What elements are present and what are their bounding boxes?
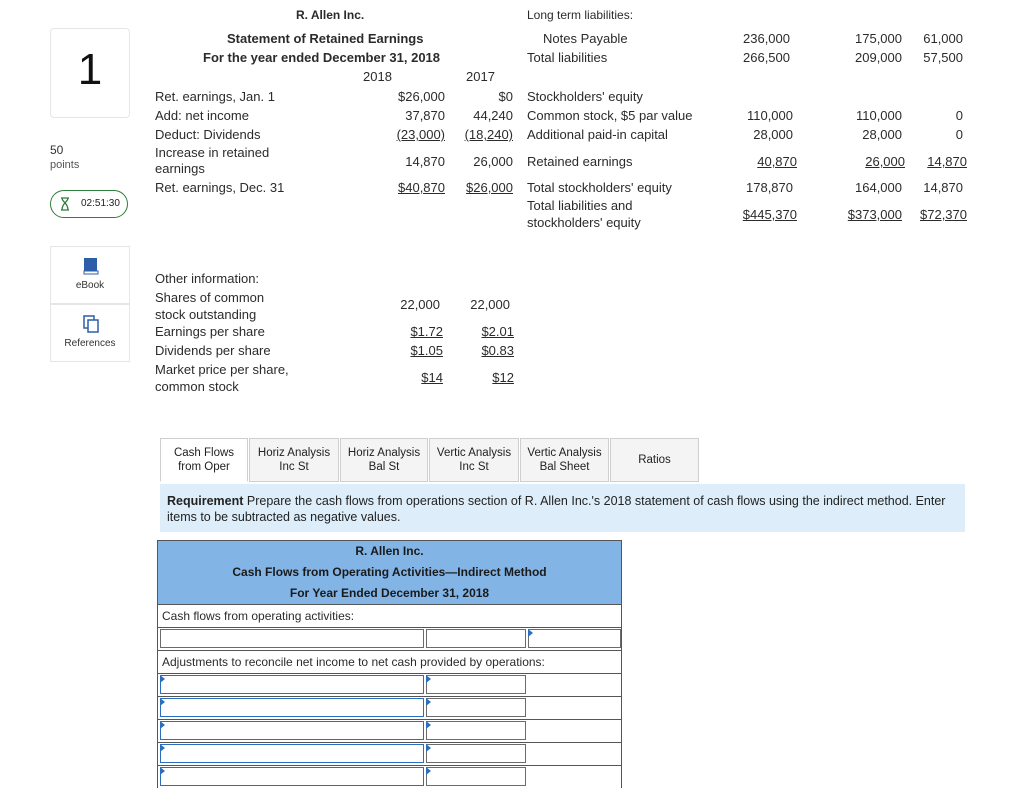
- re-value-2018: (23,000): [396, 127, 445, 142]
- input-row: [157, 673, 622, 696]
- bs-label: Common stock, $5 par value: [527, 108, 693, 123]
- re-col-2018: 2018: [363, 69, 392, 84]
- re-col-2017: 2017: [466, 69, 495, 84]
- other-value-2017: $12: [492, 370, 514, 385]
- bs-value-2018: 178,870: [746, 180, 793, 195]
- amount-input[interactable]: [426, 721, 526, 740]
- re-company: R. Allen Inc.: [296, 8, 365, 22]
- bs-value-2018: 266,500: [743, 50, 790, 65]
- re-value-2017: $0: [498, 89, 513, 104]
- section-label-row: [157, 650, 622, 673]
- bs-value-2017: 110,000: [855, 108, 902, 123]
- flag-icon: [528, 629, 533, 637]
- re-value-2018: $26,000: [398, 89, 445, 104]
- flag-icon: [426, 675, 431, 683]
- other-value-2018: $14: [421, 370, 443, 385]
- amount-input[interactable]: [426, 675, 526, 694]
- flag-icon: [160, 675, 165, 683]
- re-label: Ret. earnings, Jan. 1: [155, 89, 275, 104]
- flag-icon: [160, 721, 165, 729]
- bs-value-2018: $445,370: [742, 207, 797, 222]
- amount-input[interactable]: [426, 744, 526, 763]
- item-select[interactable]: [160, 675, 424, 694]
- bs-value-2017: 26,000: [865, 154, 905, 169]
- tab-horiz-analysis-inc-st[interactable]: Horiz Analysis Inc St: [249, 438, 339, 482]
- timer-value: 02:51:30: [81, 198, 120, 209]
- flag-icon: [426, 767, 431, 775]
- bs-value-change: 61,000: [923, 31, 963, 46]
- other-label: Market price per share, common stock: [155, 362, 289, 394]
- question-number-box: [50, 28, 130, 118]
- amount-input[interactable]: [426, 629, 526, 648]
- other-value-2018: $1.72: [410, 324, 443, 339]
- re-value-2017: 44,240: [473, 108, 513, 123]
- section-label-row: [157, 604, 622, 627]
- other-value-2017: 22,000: [470, 297, 510, 312]
- ebook-label: eBook: [75, 280, 105, 291]
- ebook-button[interactable]: [50, 246, 130, 304]
- re-label: Add: net income: [155, 108, 249, 123]
- amount-input[interactable]: [426, 698, 526, 717]
- question-number: 1: [77, 45, 103, 94]
- input-row: [157, 719, 622, 742]
- other-value-2018: 22,000: [400, 297, 440, 312]
- re-title: Statement of Retained Earnings: [227, 31, 424, 46]
- bs-value-2018: 236,000: [743, 31, 790, 46]
- bs-value-change: 14,870: [927, 154, 967, 169]
- worksheet-company: R. Allen Inc.: [157, 540, 622, 562]
- other-value-2017: $2.01: [481, 324, 514, 339]
- bs-value-2017: 164,000: [855, 180, 902, 195]
- amount-input[interactable]: [426, 767, 526, 786]
- bs-label: Notes Payable: [543, 31, 628, 46]
- item-select[interactable]: [160, 698, 424, 717]
- other-label: Dividends per share: [155, 343, 271, 358]
- hourglass-icon: [60, 197, 70, 211]
- tab-cash-flows-oper[interactable]: Cash Flows from Oper: [160, 438, 248, 482]
- bs-label: Total liabilities and stockholders' equity: [527, 198, 641, 230]
- references-button[interactable]: [50, 304, 130, 362]
- other-header: Other information:: [155, 271, 260, 286]
- worksheet-table: [157, 540, 622, 788]
- bs-value-2017: $373,000: [847, 207, 902, 222]
- bs-lt-header: Long term liabilities:: [527, 8, 634, 22]
- copy-icon: [83, 315, 99, 333]
- flag-icon: [160, 698, 165, 706]
- item-select[interactable]: [160, 721, 424, 740]
- requirement-label: Requirement: [167, 494, 244, 508]
- tab-vertic-analysis-bal-sheet[interactable]: Vertic Analysis Bal Sheet: [520, 438, 609, 482]
- bs-value-2017: 209,000: [855, 50, 902, 65]
- section-label: Cash flows from operating activities:: [162, 609, 355, 623]
- bs-value-2018: 40,870: [757, 154, 797, 169]
- points-label: points: [50, 159, 80, 171]
- bs-label: Total liabilities: [527, 50, 608, 65]
- re-value-2017: 26,000: [473, 154, 513, 169]
- input-row: [157, 696, 622, 719]
- item-select[interactable]: [160, 744, 424, 763]
- tab-ratios[interactable]: Ratios: [610, 438, 699, 482]
- other-value-2017: $0.83: [481, 343, 514, 358]
- bs-label: Total stockholders' equity: [527, 180, 672, 195]
- bs-value-change: 57,500: [923, 50, 963, 65]
- flag-icon: [160, 744, 165, 752]
- points-info: [50, 143, 79, 173]
- re-value-2018: 37,870: [405, 108, 445, 123]
- bs-value-2017: 28,000: [862, 127, 902, 142]
- flag-icon: [426, 721, 431, 729]
- flag-icon: [426, 698, 431, 706]
- requirement-box: [160, 484, 965, 532]
- timer[interactable]: [50, 190, 128, 218]
- total-input[interactable]: [528, 629, 621, 648]
- input-row: [157, 627, 622, 650]
- other-value-2018: $1.05: [410, 343, 443, 358]
- tab-vertic-analysis-inc-st[interactable]: Vertic Analysis Inc St: [429, 438, 519, 482]
- bs-value-2018: 28,000: [753, 127, 793, 142]
- flag-icon: [160, 767, 165, 775]
- section-label: Adjustments to reconcile net income to net cash provided by operations:: [162, 655, 545, 669]
- bs-value-change: 0: [955, 108, 963, 123]
- references-label: References: [64, 338, 116, 349]
- re-label: Increase in retained earnings: [155, 145, 270, 176]
- other-label: Shares of common stock outstanding: [155, 290, 265, 322]
- item-select[interactable]: [160, 767, 424, 786]
- points-value: 50: [50, 143, 64, 157]
- worksheet-title: Cash Flows from Operating Activities—Indirect Method: [157, 562, 622, 583]
- re-value-2017: (18,240): [464, 127, 513, 142]
- other-label: Earnings per share: [155, 324, 265, 339]
- bs-value-2017: 175,000: [855, 31, 902, 46]
- re-value-2018: 14,870: [405, 154, 445, 169]
- input-row: [157, 742, 622, 765]
- re-label: Deduct: Dividends: [155, 127, 261, 142]
- flag-icon: [426, 744, 431, 752]
- item-select[interactable]: [160, 629, 424, 648]
- bs-label: Retained earnings: [527, 154, 633, 169]
- bs-value-change: $72,370: [920, 207, 967, 222]
- re-value-2017: $26,000: [466, 180, 513, 195]
- re-value-2018: $40,870: [398, 180, 445, 195]
- input-row: [157, 765, 622, 788]
- requirement-text: Prepare the cash flows from operations section of R. Allen Inc.'s 2018 statement of cash flows using the indirect method. Enter items to be subtracted as negative values.: [167, 494, 946, 524]
- bs-label: Stockholders' equity: [527, 89, 643, 104]
- worksheet-period: For Year Ended December 31, 2018: [157, 583, 622, 604]
- re-period: For the year ended December 31, 2018: [203, 50, 441, 65]
- bs-value-change: 14,870: [923, 180, 963, 195]
- bs-value-change: 0: [955, 127, 963, 142]
- bs-label: Additional paid-in capital: [527, 127, 668, 142]
- book-icon: [83, 257, 99, 275]
- bs-value-2018: 110,000: [746, 108, 793, 123]
- re-label: Ret. earnings, Dec. 31: [155, 180, 285, 195]
- tab-horiz-analysis-bal-st[interactable]: Horiz Analysis Bal St: [340, 438, 428, 482]
